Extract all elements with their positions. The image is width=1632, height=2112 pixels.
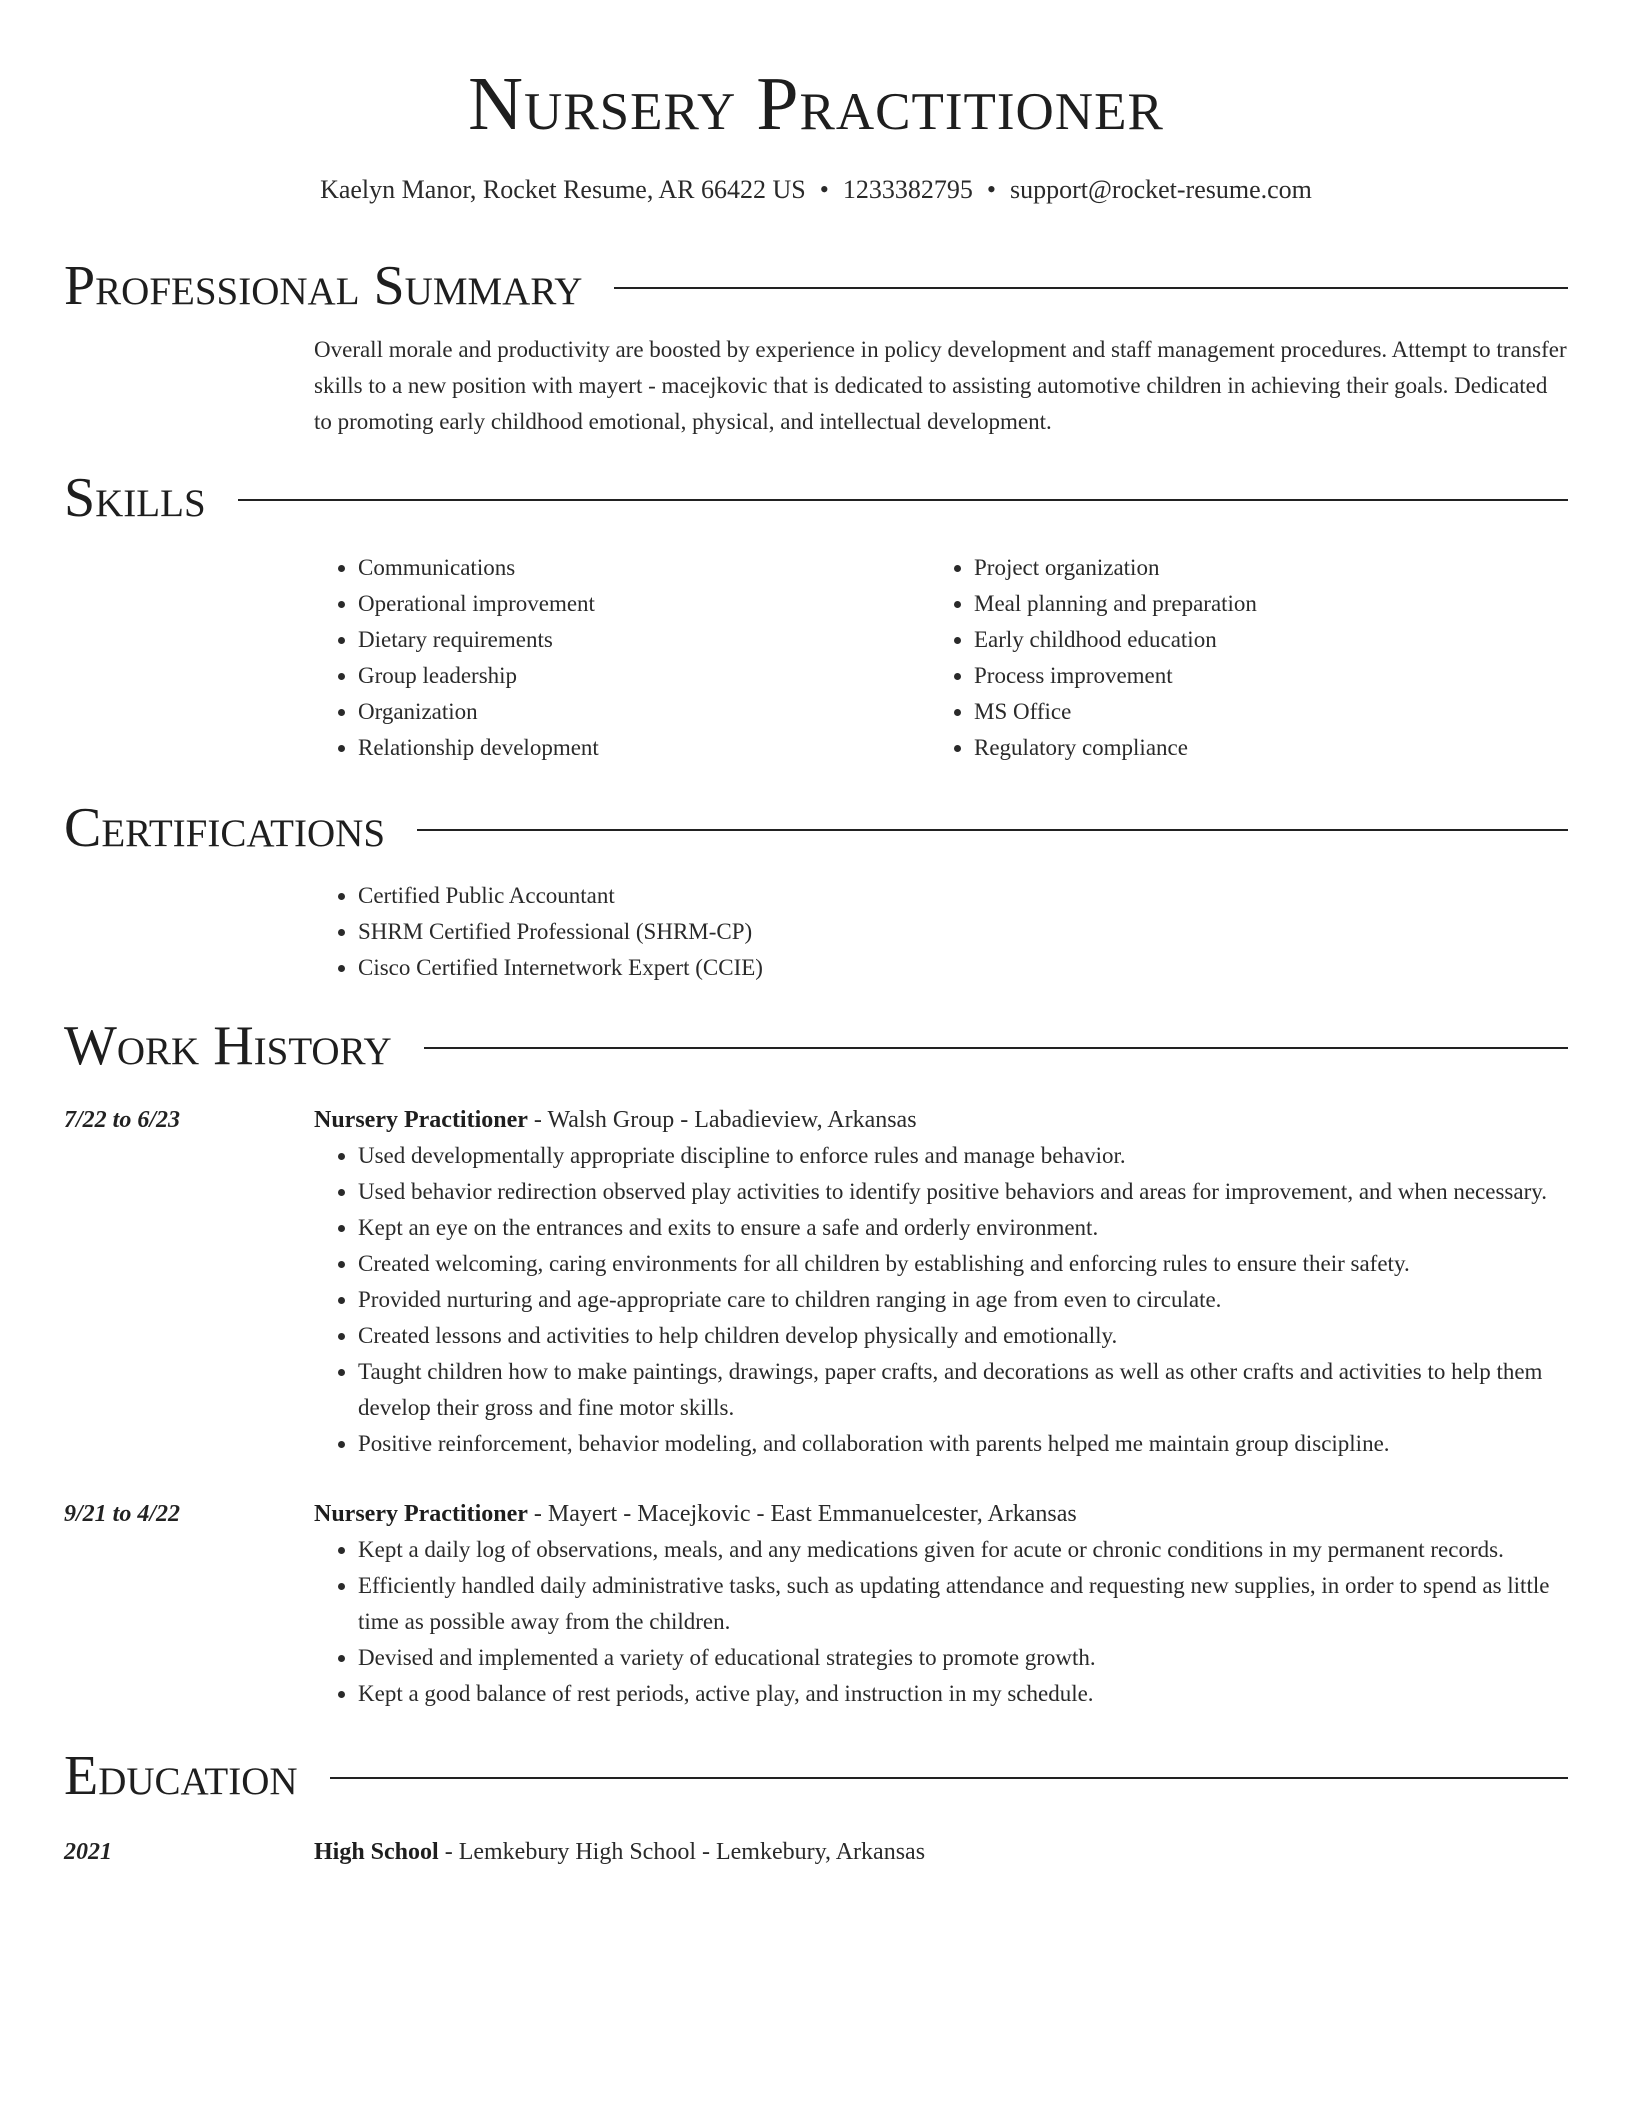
job-bullet: • Positive reinforcement, behavior modeling, and collaboration with parents helped me maintain group discipline. (358, 1426, 1568, 1462)
job-bullet: • Taught children how to make paintings, drawings, paper crafts, and decorations as well as other crafts and activities to help them develop their gross and fine motor skills. (358, 1354, 1568, 1426)
job-entry (64, 1102, 1568, 1462)
job-employer-location: - Walsh Group - Labadieview, Arkansas (527, 1107, 917, 1133)
summary-text: Overall morale and productivity are boosted by experience in policy development and staff management procedures. Attempt to transfer skills to a new position with mayert - macejkovic that is dedicated to assisting automotive children in achieving their goals. Dedicated to promoting early childhood emotional, physical, and intellectual development. (314, 337, 1567, 434)
skills-list-right (930, 550, 1568, 766)
skill-item: • Group leadership (358, 658, 930, 694)
contact-separator: • (986, 175, 996, 204)
contact-separator: • (819, 175, 829, 204)
job-content (314, 1102, 1568, 1462)
job-bullet: • Kept an eye on the entrances and exits to ensure a safe and orderly environment. (358, 1210, 1568, 1246)
certification-item: • Cisco Certified Internetwork Expert (CCIE) (358, 950, 1568, 986)
certification-item: • SHRM Certified Professional (SHRM-CP) (358, 914, 1568, 950)
job-employer-location: - Mayert - Macejkovic - East Emmanuelcester, Arkansas (527, 1501, 1077, 1527)
education-year: 2021 (64, 1839, 112, 1865)
contact-email: support@rocket-resume.com (1009, 175, 1312, 204)
section-divider (424, 1047, 1568, 1049)
certifications-body (314, 878, 1568, 986)
job-bullet: • Created lessons and activities to help children develop physically and emotionally. (358, 1318, 1568, 1354)
summary-heading: Professional Summary (64, 255, 583, 317)
job-title: Nursery Practitioner (314, 1501, 528, 1527)
job-bullet: • Devised and implemented a variety of educational strategies to promote growth. (358, 1640, 1568, 1676)
skill-item: • Early childhood education (974, 622, 1568, 658)
work-history-section-header (64, 1014, 1568, 1078)
section-divider (238, 499, 1568, 501)
education-school-location: - Lemkebury High School - Lemkebury, Arkansas (438, 1839, 926, 1865)
education-degree: High School (314, 1839, 439, 1865)
skills-section-header (64, 466, 1568, 530)
job-dates: 7/22 to 6/23 (64, 1107, 181, 1133)
contact-line (64, 174, 1568, 206)
job-bullets (314, 1138, 1568, 1462)
section-divider (614, 287, 1568, 289)
job-bullet: • Used developmentally appropriate discipline to enforce rules and manage behavior. (358, 1138, 1568, 1174)
resume-name: Nursery Practitioner (468, 62, 1164, 146)
job-title: Nursery Practitioner (314, 1107, 528, 1133)
job-bullet: • Efficiently handled daily administrative tasks, such as updating attendance and requesting new supplies, in order to spend as little time as possible away from the children. (358, 1568, 1568, 1640)
skill-item: • Dietary requirements (358, 622, 930, 658)
skill-item: • Operational improvement (358, 586, 930, 622)
section-divider (417, 829, 1568, 831)
job-header (314, 1102, 1568, 1138)
skill-item: • MS Office (974, 694, 1568, 730)
contact-address: Kaelyn Manor, Rocket Resume, AR 66422 US (320, 175, 806, 204)
job-content (314, 1496, 1568, 1712)
job-bullet: • Kept a good balance of rest periods, active play, and instruction in my schedule. (358, 1676, 1568, 1712)
skill-item: • Communications (358, 550, 930, 586)
education-heading: Education (64, 1745, 298, 1807)
skills-grid (314, 550, 1568, 766)
certification-item: • Certified Public Accountant (358, 878, 1568, 914)
section-divider (330, 1777, 1568, 1779)
certifications-section-header (64, 796, 1568, 860)
skill-item: • Regulatory compliance (974, 730, 1568, 766)
education-details (314, 1834, 1568, 1870)
certifications-heading: Certifications (64, 797, 386, 859)
job-header (314, 1496, 1568, 1532)
contact-phone: 1233382795 (842, 175, 973, 204)
education-entry (64, 1834, 1568, 1870)
skills-heading: Skills (64, 467, 206, 529)
job-bullet: • Created welcoming, caring environments for all children by establishing and enforcing rules to ensure their safety. (358, 1246, 1568, 1282)
work-history-heading: Work History (64, 1015, 392, 1077)
skill-item: • Project organization (974, 550, 1568, 586)
job-bullets (314, 1532, 1568, 1712)
summary-body (314, 332, 1568, 440)
job-dates: 9/21 to 4/22 (64, 1501, 181, 1527)
job-bullet: • Kept a daily log of observations, meals, and any medications given for acute or chronic conditions in my permanent records. (358, 1532, 1568, 1568)
skill-item: • Relationship development (358, 730, 930, 766)
job-entry (64, 1496, 1568, 1712)
summary-section-header (64, 254, 1568, 318)
job-bullet: • Provided nurturing and age-appropriate care to children ranging in age from even to circulate. (358, 1282, 1568, 1318)
skill-item: • Meal planning and preparation (974, 586, 1568, 622)
skill-item: • Organization (358, 694, 930, 730)
job-bullet: • Used behavior redirection observed play activities to identify positive behaviors and areas for improvement, and when necessary. (358, 1174, 1568, 1210)
skill-item: • Process improvement (974, 658, 1568, 694)
skills-list-left (314, 550, 930, 766)
certifications-list (314, 878, 1568, 986)
education-section-header (64, 1744, 1568, 1808)
